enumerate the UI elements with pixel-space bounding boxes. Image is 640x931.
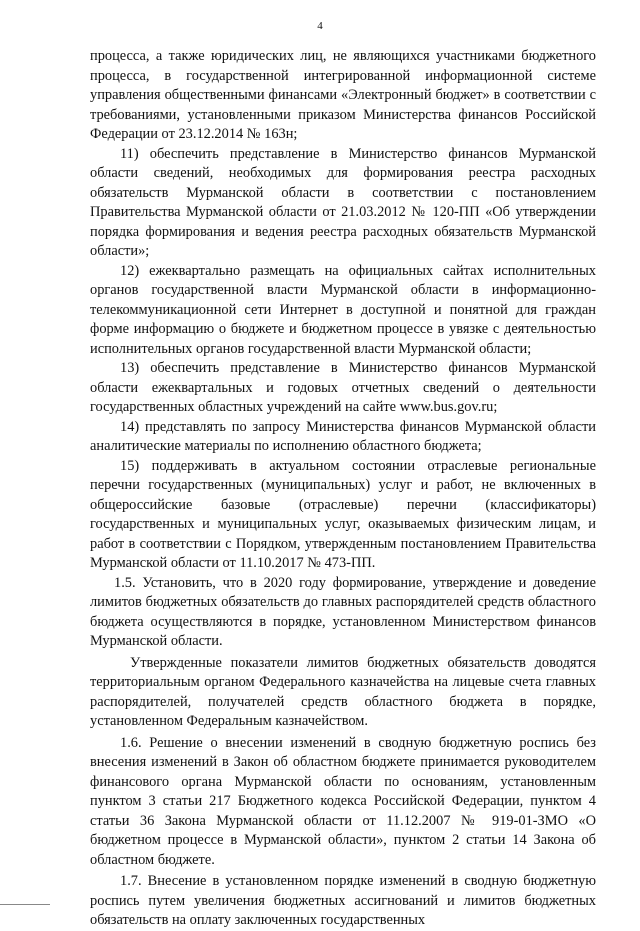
paragraph-item-13: 13) обеспечить представление в Министерство финансов Мурманской области ежеквартальных и годовых отчетных сведений о деятельности государственных областных учреждений на сайте www.bus.gov.ru; xyxy=(90,360,596,415)
paragraph-section-1-7: 1.7. Внесение в установленном порядке изменений в сводную бюджетную роспись путем увеличения бюджетных ассигнований и лимитов бюджетных обязательств на оплату заключенных государственных xyxy=(90,873,596,928)
paragraph-item-15: 15) поддерживать в актуальном состоянии отраслевые региональные перечни государственных (муниципальных) услуг и работ, не включенных в общероссийские базовые (отраслевые) перечни (классификаторы) государственных и муниципальных услуг, оказываемых физическим лицам, и работ в соответствии с Порядком, утвержденным постановлением Правительства Мурманской области от 11.10.2017 № 473-ПП. xyxy=(90,457,596,571)
paragraph-section-1-6: 1.6. Решение о внесении изменений в сводную бюджетную роспись без внесения изменений в Закон об областном бюджете принимается руководителем финансового органа Мурманской области по основаниям, установленным пунктом 3 статьи 217 Бюджетного кодекса Российской Федерации, пунктом 4 статьи 36 Закона Мурманской области от 11.12.2007 № 919-01-ЗМО «О бюджетном процессе в Мурманской области», пунктом 2 статьи 14 Закона об областном бюджете. xyxy=(90,734,596,868)
document-body xyxy=(90,47,596,931)
paragraph-continuation: процесса, а также юридических лиц, не являющихся участниками бюджетного процесса, в государственной интегрированной информационной системе управления общественными финансами «Электронный бюджет» в соответствии с требованиями, установленными приказом Министерства финансов Российской Федерации от 23.12.2014 № 163н; xyxy=(90,48,596,142)
paragraph-item-12: 12) ежеквартально размещать на официальных сайтах исполнительных органов государственной власти Мурманской области в информационно-телекоммуникационной сети Интернет в доступной и понятной для граждан форме информацию о бюджете и бюджетном процессе в увязке с деятельностью исполнительных органов государственной власти Мурманской области; xyxy=(90,262,596,357)
paragraph-item-11: 11) обеспечить представление в Министерство финансов Мурманской области сведений, необходимых для формирования реестра расходных обязательств Мурманской области в соответствии с постановлением Правительства Мурманской области от 21.03.2012 № 120-ПП «Об утверждении порядка формирования и ведения реестра расходных обязательств Мурманской области»; xyxy=(90,145,596,259)
paragraph-limits-notice: Утвержденные показатели лимитов бюджетных обязательств доводятся территориальным органом Федерального казначейства на лицевые счета главных распорядителей, получателей средств областного бюджета в порядке, установленном Федеральным казначейством. xyxy=(90,654,596,729)
paragraph-item-14: 14) представлять по запросу Министерства финансов Мурманской области аналитические материалы по исполнению областного бюджета; xyxy=(90,418,596,454)
page-number: 4 xyxy=(317,20,323,32)
paragraph-section-1-5: 1.5. Установить, что в 2020 году формирование, утверждение и доведение лимитов бюджетных обязательств до главных распорядителей средств областного бюджета осуществляются в порядке, установленном Министерством финансов Мурманской области. xyxy=(90,574,596,649)
